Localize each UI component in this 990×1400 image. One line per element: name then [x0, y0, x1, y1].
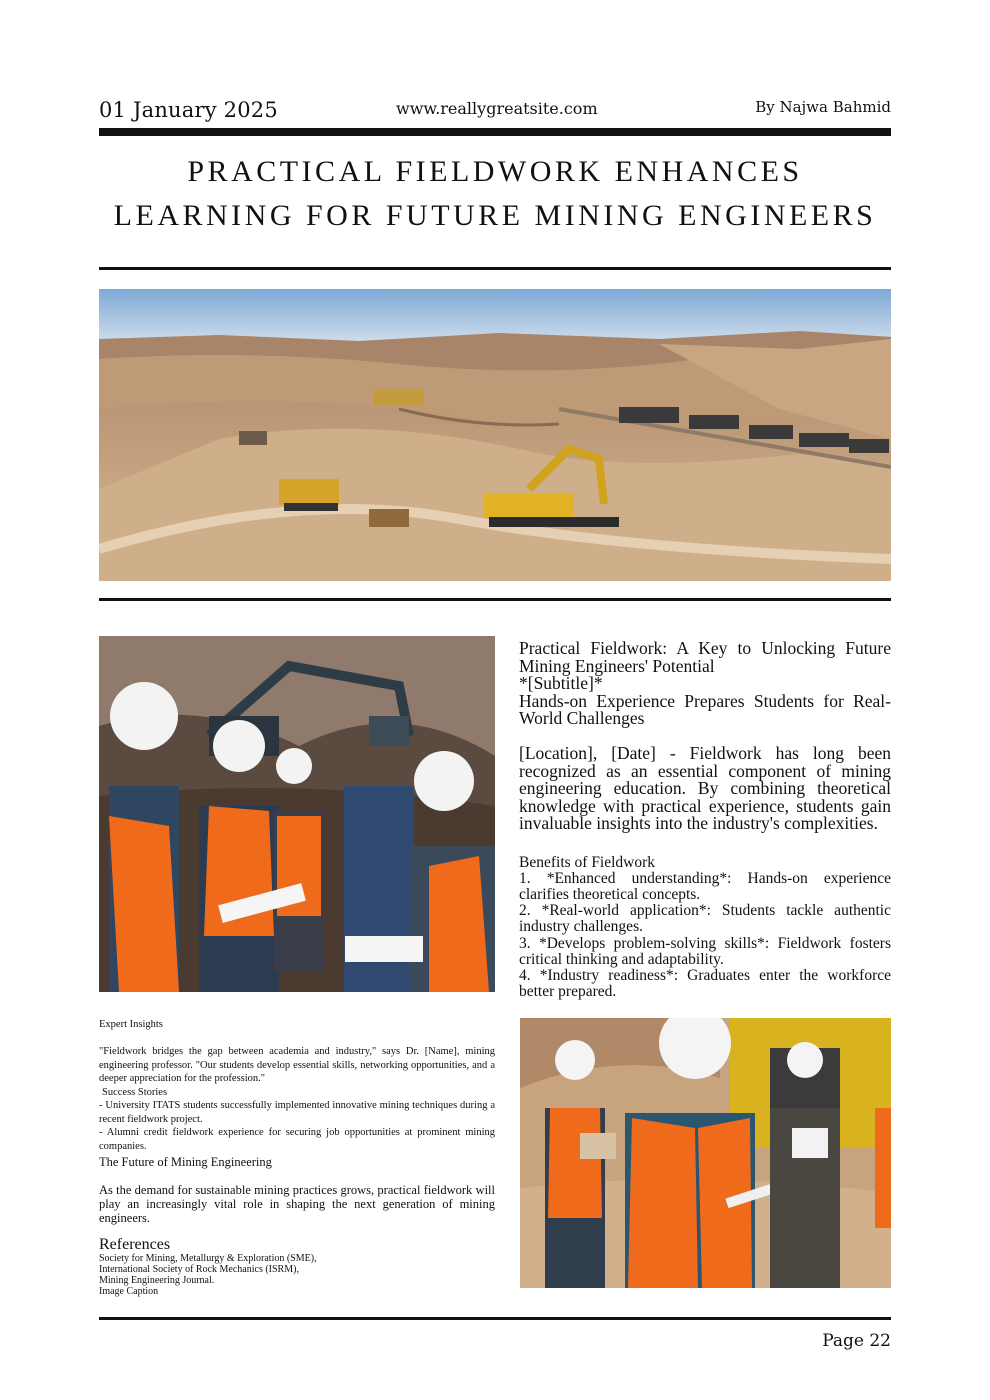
author-byline: By Najwa Bahmid	[755, 98, 891, 116]
issue-date: 01 January 2025	[99, 98, 278, 122]
image-caption: Image Caption	[99, 1286, 159, 1297]
success-heading: Success Stories	[102, 1086, 168, 1098]
article-right-column	[519, 640, 891, 1000]
headline-line-1: PRACTICAL FIELDWORK ENHANCES	[187, 155, 803, 188]
success-item: - University ITATS students successfully implemented innovative mining techniques during a recent fieldwork project.	[99, 1100, 495, 1125]
benefits-heading: Benefits of Fieldwork	[519, 853, 656, 871]
footer-rule	[99, 1317, 891, 1320]
benefit-item: 2. *Real-world application*: Students tackle authentic industry challenges.	[519, 902, 891, 936]
article-lead: [Location], [Date] - Fieldwork has long been recognized as an essential component of mining engineering education. By combining theoretical knowledge with practical experience, students gain invaluable insights into the industry's complexities.	[519, 743, 891, 833]
website-link[interactable]: www.reallygreatsite.com	[396, 99, 598, 118]
article-title: Practical Fieldwork: A Key to Unlocking Future Mining Engineers' Potential	[519, 638, 891, 676]
reference-item: Society for Mining, Metallurgy & Exploration (SME),	[99, 1253, 317, 1264]
students-survey-photo	[520, 1018, 891, 1288]
reference-item: Mining Engineering Journal.	[99, 1275, 215, 1286]
future-text: As the demand for sustainable mining practices grows, practical fieldwork will play an increasingly vital role in shaping the next generation of mining engineers.	[99, 1183, 495, 1225]
references-list	[99, 1253, 495, 1297]
benefit-item: 3. *Develops problem-solving skills*: Fieldwork fosters critical thinking and adaptability.	[519, 934, 891, 968]
page-number: Page 22	[822, 1331, 891, 1351]
benefit-item: 1. *Enhanced understanding*: Hands-on experience clarifies theoretical concepts.	[519, 869, 891, 903]
headline	[99, 150, 891, 238]
benefit-item: 4. *Industry readiness*: Graduates enter the workforce better prepared.	[519, 966, 891, 1001]
future-heading: The Future of Mining Engineering	[99, 1155, 272, 1169]
success-item: - Alumni credit fieldwork experience for securing job opportunities at prominent mining companies.	[99, 1127, 495, 1152]
headline-line-2: LEARNING FOR FUTURE MINING ENGINEERS	[113, 199, 877, 232]
expert-heading: Expert Insights	[99, 1019, 163, 1030]
headline-divider	[99, 267, 891, 270]
reference-item: International Society of Rock Mechanics (ISRM),	[99, 1264, 299, 1275]
subtitle-marker: *[Subtitle]*	[519, 673, 603, 693]
section-divider	[99, 598, 891, 601]
article-left-column	[99, 1018, 495, 1297]
hero-mine-photo	[99, 289, 891, 581]
article-subtitle: Hands-on Experience Prepares Students for Real-World Challenges	[519, 690, 891, 728]
expert-quote: "Fieldwork bridges the gap between academia and industry," says Dr. [Name], mining engineering professor. "Our students develop essential skills, networking opportunities, and a deeper appreciation for the profession."	[99, 1046, 495, 1084]
references-heading: References	[99, 1236, 171, 1253]
students-fieldwork-photo	[99, 636, 495, 992]
header-rule	[99, 128, 891, 136]
